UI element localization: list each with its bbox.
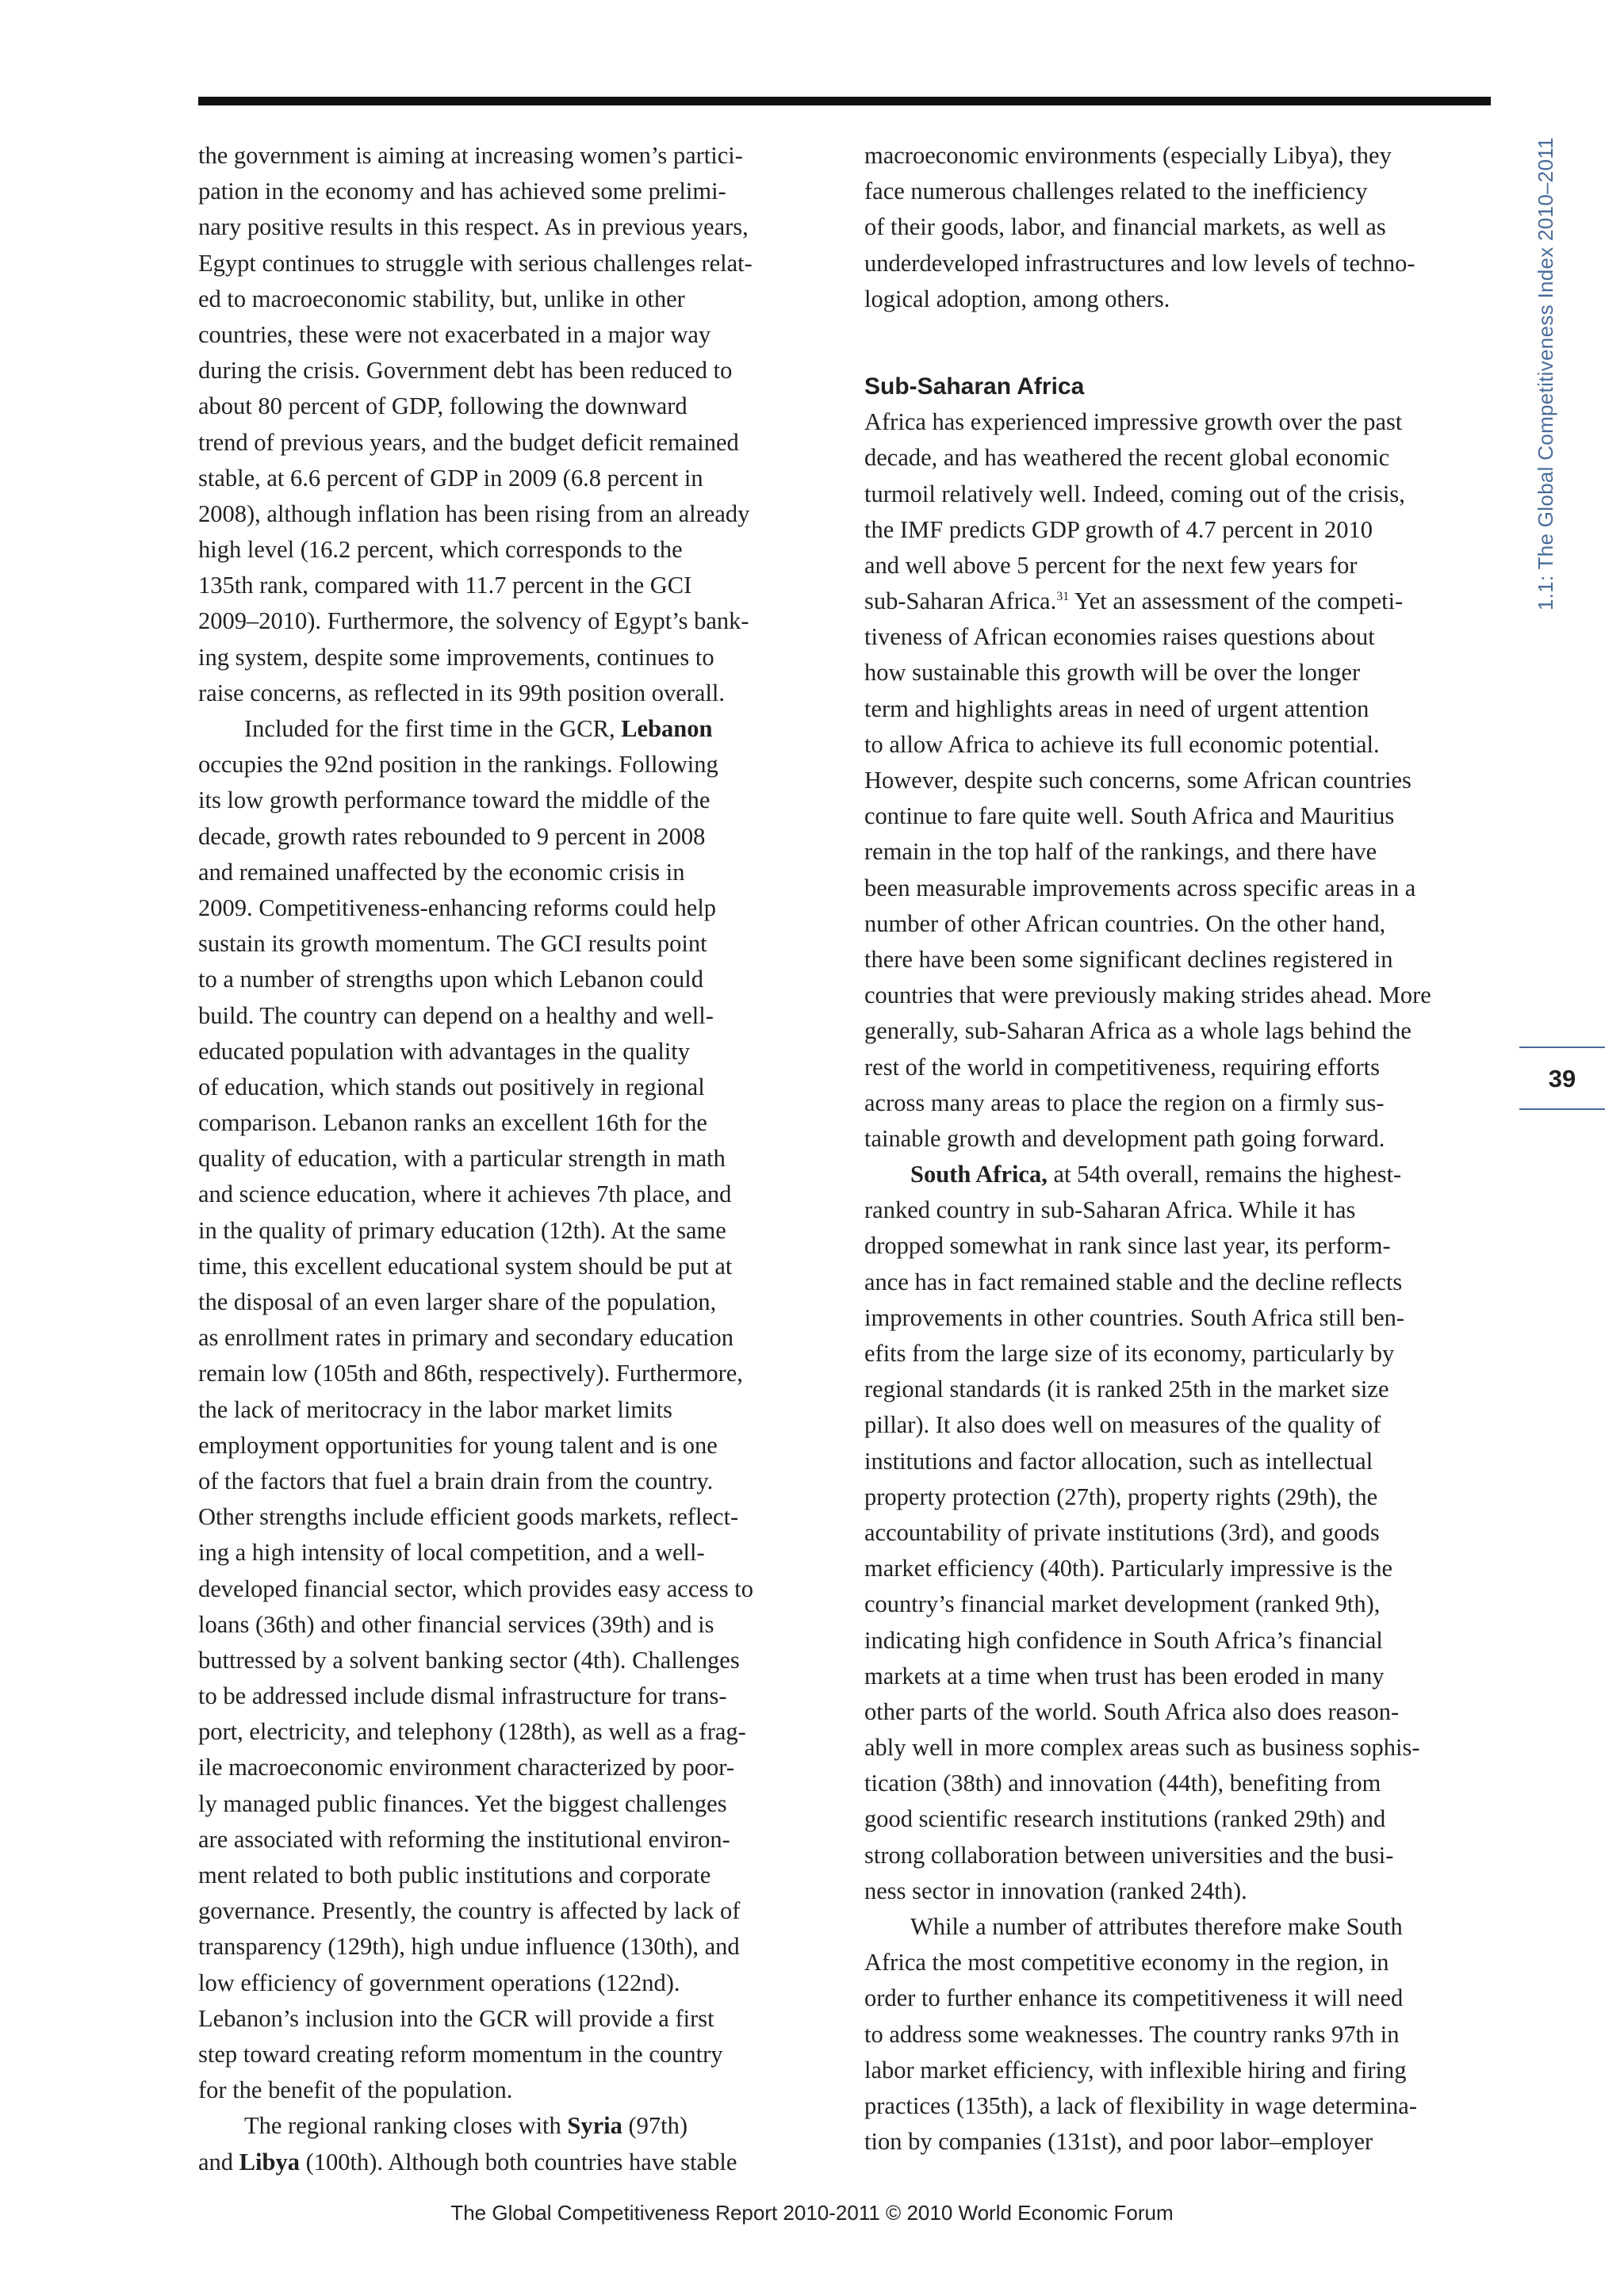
text-line: decade, and has weathered the recent global economic	[864, 444, 1390, 472]
country-name-lebanon: Lebanon	[621, 715, 713, 742]
text-line: rest of the world in competitiveness, requiring efforts	[864, 1053, 1380, 1081]
text-line: ance has in fact remained stable and the decline reflects	[864, 1268, 1403, 1295]
text-line: employment opportunities for young talent and is one	[198, 1431, 718, 1459]
text-line: as enrollment rates in primary and secondary education	[198, 1324, 733, 1352]
text-line: high level (16.2 percent, which corresponds to the	[198, 536, 683, 564]
text-line: ranked country in sub-Saharan Africa. While it has	[864, 1196, 1356, 1224]
text-line: ed to macroeconomic stability, but, unlike in other	[198, 285, 685, 312]
text-line: tication (38th) and innovation (44th), benefiting from	[864, 1770, 1381, 1797]
text-line: been measurable improvements across specific areas in a	[864, 874, 1416, 901]
text-line: buttressed by a solvent banking sector (4th). Challenges	[198, 1646, 740, 1674]
south-africa-lead-text: at 54th overall, remains the highest-	[1047, 1161, 1402, 1188]
text-line: to address some weaknesses. The country ranks 97th in	[864, 2020, 1400, 2048]
text-line: strong collaboration between universities and the busi-	[864, 1841, 1394, 1869]
text-line: time, this excellent educational system should be put at	[198, 1252, 733, 1280]
text-line: its low growth performance toward the middle of the	[198, 786, 710, 814]
text-line: remain low (105th and 86th, respectively). Furthermore,	[198, 1360, 743, 1387]
text-line: of the factors that fuel a brain drain from the country.	[198, 1467, 714, 1494]
south-africa-paragraph	[864, 1157, 1491, 1909]
text-line: nary positive results in this respect. As in previous years,	[198, 213, 749, 241]
text-line: in the quality of primary education (12th). At the same	[198, 1216, 726, 1244]
egypt-paragraph	[198, 138, 825, 711]
text-line: accountability of private institutions (3rd), and goods	[864, 1518, 1380, 1546]
text-line: transparency (129th), high undue influence (130th), and	[198, 1933, 740, 1961]
text-line: 2009–2010). Furthermore, the solvency of Egypt’s bank-	[198, 607, 749, 635]
text-line: Africa has experienced impressive growth over the past	[864, 408, 1403, 436]
text-line: of their goods, labor, and financial markets, as well as	[864, 213, 1386, 241]
text-line: countries, these were not exacerbated in a major way	[198, 320, 711, 348]
text-line: other parts of the world. South Africa also does reason-	[864, 1697, 1400, 1725]
text-line: to allow Africa to achieve its full economic potential.	[864, 730, 1380, 758]
text-line: tion by companies (131st), and poor labor–employer	[864, 2128, 1373, 2156]
syria-libya-paragraph	[198, 2108, 825, 2179]
text-line: tainable growth and development path going forward.	[864, 1124, 1385, 1152]
text-line: port, electricity, and telephony (128th), as well as a frag-	[198, 1718, 746, 1746]
text-line: 135th rank, compared with 11.7 percent in the GCI	[198, 572, 692, 599]
text-line: remain in the top half of the rankings, and there have	[864, 838, 1377, 866]
text-line: turmoil relatively well. Indeed, coming out of the crisis,	[864, 480, 1405, 507]
text-line: macroeconomic environments (especially Libya), they	[864, 142, 1392, 169]
text-line: property protection (27th), property rights (29th), the	[864, 1483, 1378, 1510]
text-line: pation in the economy and has achieved some prelimi-	[198, 178, 726, 205]
text-line: of education, which stands out positively in regional	[198, 1073, 705, 1100]
text-line: trend of previous years, and the budget deficit remained	[198, 428, 739, 456]
text-line: the IMF predicts GDP growth of 4.7 percent in 2010	[864, 515, 1373, 543]
text-line: While a number of attributes therefore make South	[910, 1913, 1403, 1940]
text-line: educated population with advantages in the quality	[198, 1037, 690, 1065]
section-heading-sub-saharan-africa: Sub-Saharan Africa	[864, 373, 1085, 400]
text-line: and science education, where it achieves 7th place, and	[198, 1181, 732, 1208]
text-line	[198, 711, 825, 747]
text-line: generally, sub-Saharan Africa as a whole lags behind the	[864, 1017, 1411, 1045]
text-line: Africa the most competitive economy in the region, in	[864, 1949, 1389, 1976]
text-line: 2008), although inflation has been rising from an already	[198, 499, 750, 527]
text-line: ing a high intensity of local competition, and a well-	[198, 1539, 705, 1567]
lebanon-lead-text: Included for the first time in the GCR,	[244, 715, 622, 742]
text-line: step toward creating reform momentum in the country	[198, 2040, 723, 2068]
text-line	[198, 2145, 825, 2180]
left-column	[198, 138, 825, 2180]
country-name-libya: Libya	[239, 2148, 300, 2175]
text-line: practices (135th), a lack of flexibility in wage determina-	[864, 2091, 1417, 2119]
text-line: build. The country can depend on a healthy and well-	[198, 1001, 714, 1029]
text-line: decade, growth rates rebounded to 9 percent in 2008	[198, 822, 706, 850]
text-line: developed financial sector, which provides easy access to	[198, 1575, 754, 1602]
text-line: the government is aiming at increasing women’s partici-	[198, 142, 743, 169]
country-name-south-africa: South Africa,	[910, 1161, 1048, 1188]
text-line: ile macroeconomic environment characterized by poor-	[198, 1754, 735, 1781]
text-line: 2009. Competitiveness-enhancing reforms could help	[198, 894, 717, 921]
page-number-rule-bottom	[1519, 1108, 1605, 1110]
text-line: for the benefit of the population.	[198, 2076, 513, 2104]
section-spacer	[864, 317, 1491, 369]
text-line: Lebanon’s inclusion into the GCR will provide a first	[198, 2004, 714, 2032]
text-line: there have been some significant declines registered in	[864, 945, 1393, 973]
text-line: across many areas to place the region on a firmly sus-	[864, 1089, 1385, 1116]
text-line: ably well in more complex areas such as business sophis-	[864, 1734, 1420, 1762]
text-line: pillar). It also does well on measures of the quality of	[864, 1411, 1381, 1439]
text-line	[864, 584, 1491, 619]
text-line: to be addressed include dismal infrastructure for trans-	[198, 1682, 727, 1710]
text-line: ness sector in innovation (ranked 24th).	[864, 1877, 1247, 1904]
text-line: how sustainable this growth will be over the longer	[864, 659, 1361, 687]
text-line: during the crisis. Government debt has been reduced to	[198, 357, 733, 385]
text-line: and well above 5 percent for the next few years for	[864, 551, 1358, 579]
text-line: the lack of meritocracy in the labor market limits	[198, 1395, 672, 1423]
page-number: 39	[1548, 1065, 1576, 1093]
footnote-marker: 31	[1056, 589, 1070, 603]
text-line: underdeveloped infrastructures and low levels of techno-	[864, 249, 1415, 277]
africa-paragraph	[864, 404, 1491, 1157]
text-line: term and highlights areas in need of urgent attention	[864, 695, 1369, 722]
text-line: tiveness of African economies raises questions about	[864, 623, 1375, 651]
text-line: labor market efficiency, with inflexible hiring and firing	[864, 2056, 1407, 2084]
country-name-syria: Syria	[567, 2112, 622, 2140]
text-line: the disposal of an even larger share of the population,	[198, 1288, 717, 1315]
text-line	[864, 1157, 1491, 1192]
text-line: about 80 percent of GDP, following the downward	[198, 392, 688, 420]
text-line: occupies the 92nd position in the rankings. Following	[198, 751, 718, 779]
page-number-rule-top	[1519, 1047, 1605, 1048]
text-line: order to further enhance its competitiveness it will need	[864, 1984, 1404, 2012]
right-column	[864, 138, 1491, 2160]
text-line: are associated with reforming the institutional environ-	[198, 1825, 730, 1853]
footnote-trail-text: Yet an assessment of the competi-	[1069, 587, 1404, 615]
top-rule	[198, 97, 1491, 105]
text-line: and remained unaffected by the economic crisis in	[198, 858, 685, 886]
footnote-lead-text: sub-Saharan Africa.	[864, 587, 1057, 615]
text-line: logical adoption, among others.	[864, 285, 1170, 312]
text-line: governance. Presently, the country is affected by lack of	[198, 1897, 741, 1925]
text-line: loans (36th) and other financial services (39th) and is	[198, 1610, 714, 1638]
text-line: country’s financial market development (ranked 9th),	[864, 1590, 1381, 1618]
text-line: number of other African countries. On the other hand,	[864, 909, 1386, 937]
text-line: countries that were previously making strides ahead. More	[864, 982, 1431, 1009]
lebanon-paragraph	[198, 711, 825, 2108]
text-line: markets at a time when trust has been eroded in many	[864, 1662, 1385, 1689]
libya-lead-text: and	[198, 2148, 239, 2175]
text-line: However, despite such concerns, some African countries	[864, 767, 1411, 794]
running-head-text: 1.1: The Global Competitiveness Index 2010–2011	[1533, 136, 1557, 610]
text-line: continue to fare quite well. South Africa and Mauritius	[864, 802, 1395, 830]
text-line: raise concerns, as reflected in its 99th position overall.	[198, 679, 726, 706]
text-line: Other strengths include efficient goods markets, reflect-	[198, 1503, 739, 1531]
text-line: comparison. Lebanon ranks an excellent 16th for the	[198, 1109, 707, 1137]
text-line: indicating high confidence in South Africa’s financial	[864, 1626, 1383, 1654]
text-line: ing system, despite some improvements, continues to	[198, 643, 714, 671]
text-line: good scientific research institutions (ranked 29th) and	[864, 1805, 1386, 1833]
text-line: stable, at 6.6 percent of GDP in 2009 (6.8 percent in	[198, 464, 703, 492]
syria-lead-text: The regional ranking closes with	[244, 2112, 568, 2140]
syria-rank-text: (97th)	[622, 2112, 688, 2140]
page-footer: The Global Competitiveness Report 2010-2011 © 2010 World Economic Forum	[450, 2201, 1174, 2225]
running-head	[1527, 103, 1564, 610]
text-line: regional standards (it is ranked 25th in the market size	[864, 1376, 1389, 1403]
libya-rank-text: (100th). Although both countries have stable	[299, 2148, 737, 2175]
text-line: improvements in other countries. South Africa still ben-	[864, 1303, 1405, 1331]
text-line: Egypt continues to struggle with serious challenges relat-	[198, 249, 753, 277]
text-line: to a number of strengths upon which Lebanon could	[198, 966, 703, 993]
text-line: institutions and factor allocation, such as intellectual	[864, 1447, 1373, 1475]
text-line: sustain its growth momentum. The GCI results point	[198, 930, 707, 958]
text-line: quality of education, with a particular strength in math	[198, 1145, 726, 1173]
text-line: ly managed public finances. Yet the biggest challenges	[198, 1789, 727, 1817]
north-africa-continuation	[864, 138, 1491, 317]
weaknesses-paragraph	[864, 1909, 1491, 2160]
text-line: low efficiency of government operations (122nd).	[198, 1969, 680, 1996]
text-line: dropped somewhat in rank since last year, its perform-	[864, 1232, 1391, 1260]
text-line: ment related to both public institutions and corporate	[198, 1862, 711, 1888]
text-line: face numerous challenges related to the inefficiency	[864, 178, 1368, 205]
text-line: market efficiency (40th). Particularly impressive is the	[864, 1555, 1392, 1582]
text-line: efits from the large size of its economy, particularly by	[864, 1340, 1395, 1367]
text-line	[198, 2108, 825, 2144]
